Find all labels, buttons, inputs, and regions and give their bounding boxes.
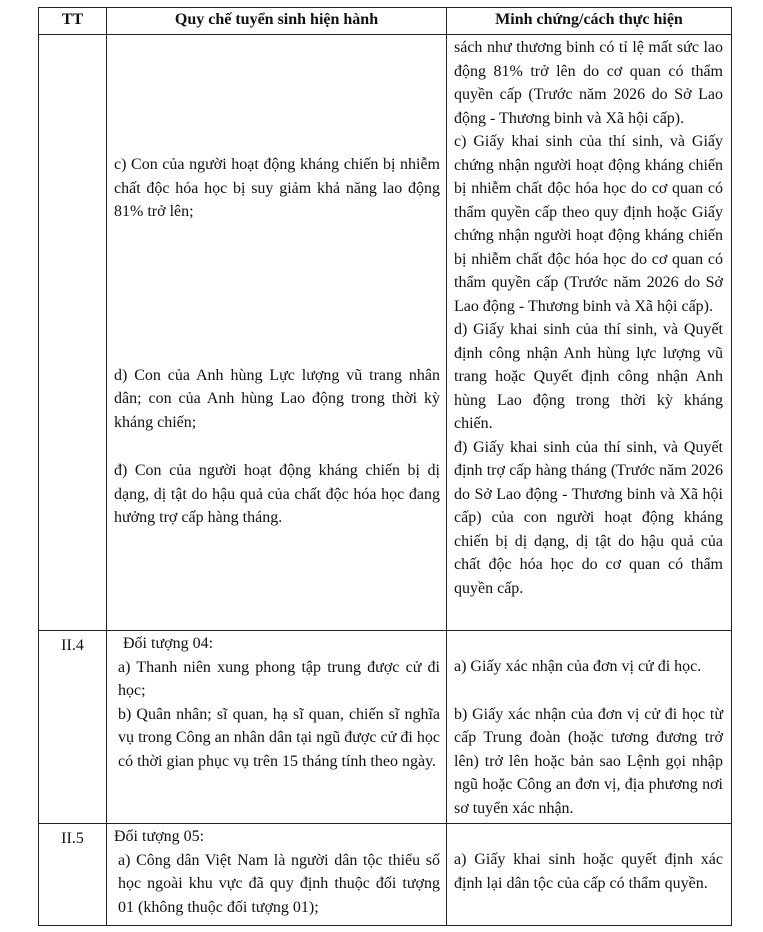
item-a-evidence: a) Giấy khai sinh hoặc quyết định xác định lại dân tộc của cấp có thẩm quyền. — [454, 851, 723, 892]
item-c-evidence: c) Giấy khai sinh của thí sinh, và Giấy chứng nhận người hoạt động kháng chiến bị nhiễm chất độc hóa học do cơ quan có thẩm quyền cấp theo quy định hoặc Giấy chứng nhận người hoạt động kháng chiến bị nhiễm chất độc hóa học do cơ quan có thẩm quyền cấp (Trước năm 2026 do Sở Lao động - Thương binh và Xã hội cấp). — [454, 133, 723, 315]
item-dd-regulation: đ) Con của người hoạt động kháng chiến bị dị dạng, dị tật do hậu quả của chất độc hóa học đang hưởng trợ cấp hàng tháng. — [114, 462, 440, 526]
document-page — [38, 7, 731, 926]
table-row — [39, 35, 732, 631]
regulation-cell — [107, 824, 447, 926]
header-tt: TT — [39, 8, 107, 35]
item-b-evidence: b) Giấy xác nhận của đơn vị cử đi học từ cấp Trung đoàn (hoặc tương đương trở lên) trở lên hoặc bản sao Lệnh gọi nhập ngũ hoặc Công an đơn vị, địa phương nơi sơ tuyển xác nhận. — [454, 705, 723, 817]
evidence-cell — [447, 631, 732, 824]
regulation-cell — [107, 35, 447, 631]
header-regulation: Quy chế tuyển sinh hiện hành — [107, 8, 447, 35]
row-number-cell — [39, 35, 107, 631]
item-d-evidence: d) Giấy khai sinh của thí sinh, và Quyết định công nhận Anh hùng lực lượng vũ trang hoặc Quyết định công nhận Anh hùng Lao động trong thời kỳ kháng chiến. — [454, 321, 723, 432]
item-a-evidence: a) Giấy xác nhận của đơn vị cử đi học. — [454, 658, 702, 675]
item-c-regulation: c) Con của người hoạt động kháng chiến bị nhiễm chất độc hóa học bị suy giảm khả năng lao động 81% trở lên; — [114, 156, 440, 220]
table-row — [39, 824, 732, 926]
row-number-cell: II.4 — [39, 631, 107, 824]
group-05-title: Đối tượng 05: — [114, 828, 205, 845]
table-row — [39, 631, 732, 824]
item-d-regulation: d) Con của Anh hùng Lực lượng vũ trang nhân dân; con của Anh hùng Lao động trong thời kỳ kháng chiến; — [114, 366, 440, 431]
item-b-evidence-continued: sách như thương binh có tỉ lệ mất sức lao động 81% trở lên do cơ quan có thẩm quyền cấp (Trước năm 2026 do Sở Lao động - Thương binh và Xã hội cấp). — [454, 39, 723, 127]
evidence-cell — [447, 824, 732, 926]
regulation-cell — [107, 631, 447, 824]
item-a-regulation: a) Thanh niên xung phong tập trung được cử đi học; — [118, 658, 440, 699]
item-b-regulation: b) Quân nhân; sĩ quan, hạ sĩ quan, chiến sĩ nghĩa vụ trong Công an nhân dân tại ngũ được cử đi học có thời gian phục vụ trên 15 tháng tính theo ngày. — [118, 705, 440, 770]
item-dd-evidence: đ) Giấy khai sinh của thí sinh, và Quyết định trợ cấp hàng tháng (Trước năm 2026 do Sở Lao động - Thương binh và Xã hội cấp) của con người hoạt động kháng chiến bị dị dạng, dị tật do hậu quả của chất độc hóa học do cơ quan có thẩm quyền cấp. — [454, 438, 723, 597]
admission-regulation-table — [38, 7, 732, 926]
evidence-cell — [447, 35, 732, 631]
item-a-regulation: a) Công dân Việt Nam là người dân tộc thiểu số học ngoài khu vực đã quy định thuộc đối tượng 01 (không thuộc đối tượng 01); — [118, 851, 440, 916]
row-number-cell: II.5 — [39, 824, 107, 926]
table-header-row — [39, 8, 732, 35]
group-04-title: Đối tượng 04: — [123, 635, 214, 652]
header-evidence: Minh chứng/cách thực hiện — [447, 8, 732, 35]
